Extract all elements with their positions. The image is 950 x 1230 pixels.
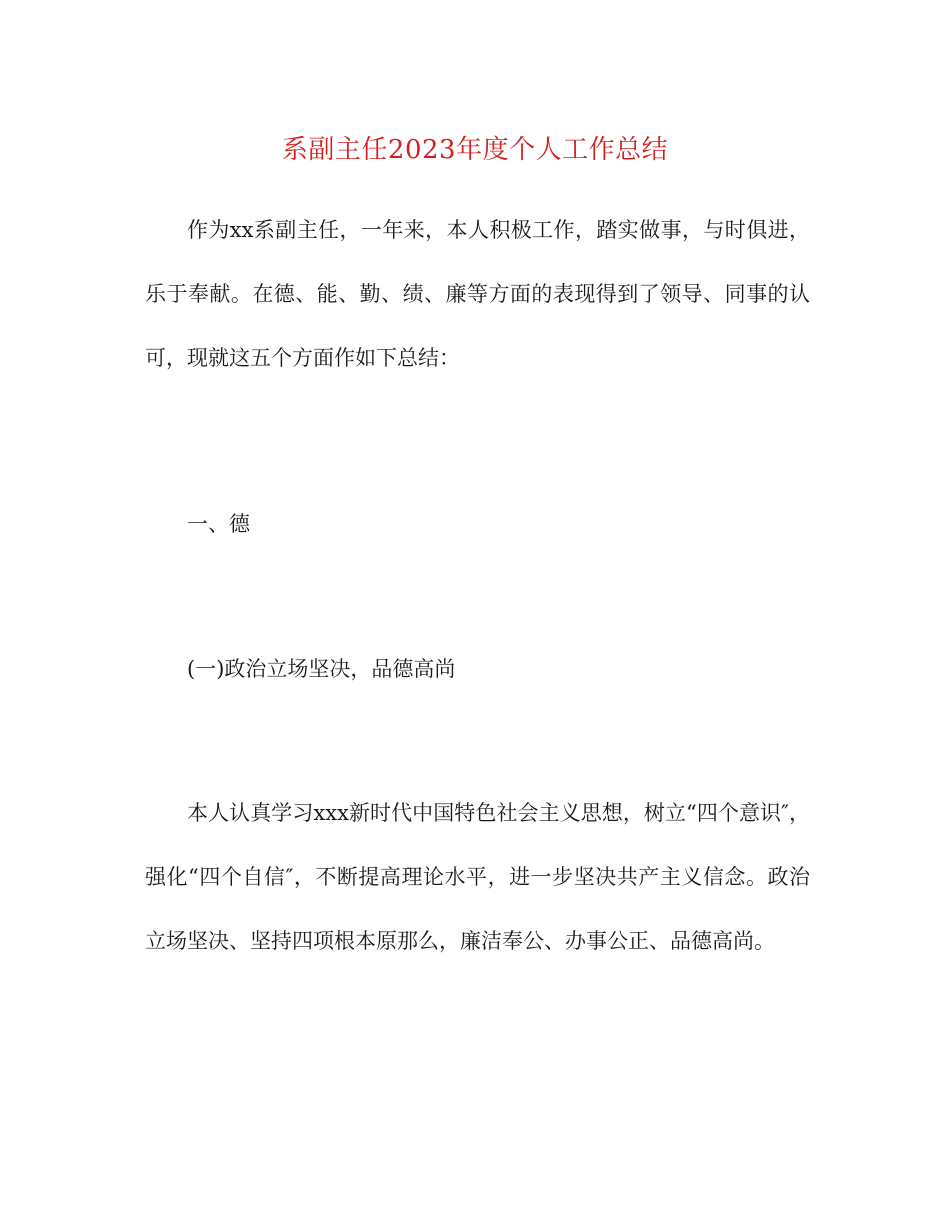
- intro-paragraph: 作为xx系副主任，一年来，本人积极工作，踏实做事，与时俱进，乐于奉献。在德、能、勤、绩、廉等方面的表现得到了领导、同事的认可，现就这五个方面作如下总结：: [145, 218, 810, 370]
- section-heading: 一、德: [187, 512, 250, 536]
- document-title: 系副主任2023年度个人工作总结: [281, 135, 669, 165]
- subsection-heading: (一)政治立场坚决，品德高尚: [187, 657, 456, 681]
- body-paragraph: 本人认真学习xxx新时代中国特色社会主义思想，树立“四个意识″，强化“四个自信″，不断提高理论水平，进一步坚决共产主义信念。政治立场坚决、坚持四项根本原那么，廉洁奉公、办事公正、品德高尚。: [145, 801, 810, 953]
